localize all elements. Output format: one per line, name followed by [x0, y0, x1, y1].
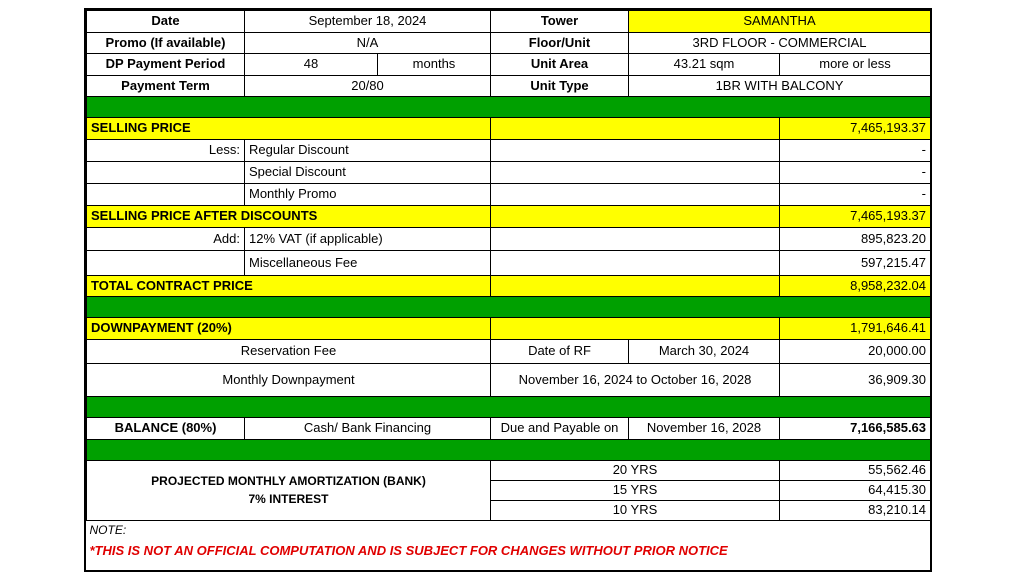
green-band-cell: [87, 297, 931, 318]
payment-term-value: 20/80: [245, 76, 491, 97]
computation-table: [86, 10, 931, 563]
after-discounts-value: 7,465,193.37: [780, 206, 931, 228]
amortization-title: PROJECTED MONTHLY AMORTIZATION (BANK): [151, 474, 426, 489]
amortization-value: 64,415.30: [780, 481, 931, 501]
regular-discount-row: [87, 140, 931, 162]
amortization-term: 10 YRS: [491, 501, 780, 521]
selling-price-value: 7,465,193.37: [780, 118, 931, 140]
tcp-spacer: [491, 276, 780, 297]
reservation-label: Reservation Fee: [87, 340, 491, 364]
note-row: [87, 521, 931, 541]
note-label: NOTE:: [87, 521, 931, 541]
downpayment-label: DOWNPAYMENT (20%): [87, 318, 491, 340]
regular-discount-value: -: [780, 140, 931, 162]
balance-row: [87, 418, 931, 440]
header-row-dp-period: [87, 54, 931, 76]
add-label: Add:: [87, 228, 245, 251]
tower-label: Tower: [491, 11, 629, 33]
date-rf-label: Date of RF: [491, 340, 629, 364]
after-discounts-row: [87, 206, 931, 228]
special-discount-row: [87, 162, 931, 184]
special-discount-blank: [87, 162, 245, 184]
floor-label: Floor/Unit: [491, 33, 629, 54]
tower-value: SAMANTHA: [629, 11, 931, 33]
balance-label: BALANCE (80%): [87, 418, 245, 440]
vat-label: 12% VAT (if applicable): [245, 228, 491, 251]
after-discounts-spacer: [491, 206, 780, 228]
header-row-date: [87, 11, 931, 33]
monthly-downpayment-range: November 16, 2024 to October 16, 2028: [491, 364, 780, 397]
tcp-label: TOTAL CONTRACT PRICE: [87, 276, 491, 297]
warning-row: [87, 541, 931, 563]
monthly-promo-row: [87, 184, 931, 206]
green-band-cell: [87, 397, 931, 418]
monthly-promo-blank: [87, 184, 245, 206]
header-row-payment-term: [87, 76, 931, 97]
green-band: [87, 440, 931, 461]
balance-financing: Cash/ Bank Financing: [245, 418, 491, 440]
tcp-row: [87, 276, 931, 297]
misc-row: [87, 251, 931, 276]
misc-value: 597,215.47: [780, 251, 931, 276]
promo-value: N/A: [245, 33, 491, 54]
amortization-term: 20 YRS: [491, 461, 780, 481]
vat-spacer: [491, 228, 780, 251]
promo-label: Promo (If available): [87, 33, 245, 54]
monthly-downpayment-row: [87, 364, 931, 397]
special-discount-label: Special Discount: [245, 162, 491, 184]
vat-row: [87, 228, 931, 251]
amortization-value: 83,210.14: [780, 501, 931, 521]
misc-label: Miscellaneous Fee: [245, 251, 491, 276]
misc-blank: [87, 251, 245, 276]
date-value: September 18, 2024: [245, 11, 491, 33]
reservation-value: 20,000.00: [780, 340, 931, 364]
downpayment-row: [87, 318, 931, 340]
selling-price-spacer: [491, 118, 780, 140]
selling-price-label: SELLING PRICE: [87, 118, 491, 140]
after-discounts-label: SELLING PRICE AFTER DISCOUNTS: [87, 206, 491, 228]
special-discount-value: -: [780, 162, 931, 184]
balance-due-label: Due and Payable on: [491, 418, 629, 440]
unit-area-value: 43.21 sqm: [629, 54, 780, 76]
amortization-term: 15 YRS: [491, 481, 780, 501]
unit-type-label: Unit Type: [491, 76, 629, 97]
monthly-promo-label: Monthly Promo: [245, 184, 491, 206]
green-band: [87, 97, 931, 118]
payment-term-label: Payment Term: [87, 76, 245, 97]
date-label: Date: [87, 11, 245, 33]
green-band: [87, 397, 931, 418]
special-discount-spacer: [491, 162, 780, 184]
header-row-promo: [87, 33, 931, 54]
amortization-value: 55,562.46: [780, 461, 931, 481]
monthly-downpayment-value: 36,909.30: [780, 364, 931, 397]
regular-discount-label: Regular Discount: [245, 140, 491, 162]
green-band-cell: [87, 440, 931, 461]
unit-area-label: Unit Area: [491, 54, 629, 76]
vat-value: 895,823.20: [780, 228, 931, 251]
reservation-row: [87, 340, 931, 364]
date-rf-value: March 30, 2024: [629, 340, 780, 364]
unit-type-value: 1BR WITH BALCONY: [629, 76, 931, 97]
amortization-row: [87, 461, 931, 481]
amortization-title-cell: [87, 461, 491, 521]
misc-spacer: [491, 251, 780, 276]
balance-value: 7,166,585.63: [780, 418, 931, 440]
monthly-downpayment-label: Monthly Downpayment: [87, 364, 491, 397]
computation-sheet: [84, 8, 932, 572]
green-band-cell: [87, 97, 931, 118]
downpayment-value: 1,791,646.41: [780, 318, 931, 340]
monthly-promo-spacer: [491, 184, 780, 206]
dp-period-label: DP Payment Period: [87, 54, 245, 76]
balance-due-date: November 16, 2028: [629, 418, 780, 440]
selling-price-row: [87, 118, 931, 140]
monthly-promo-value: -: [780, 184, 931, 206]
floor-value: 3RD FLOOR - COMMERCIAL: [629, 33, 931, 54]
less-label: Less:: [87, 140, 245, 162]
green-band: [87, 297, 931, 318]
regular-discount-spacer: [491, 140, 780, 162]
dp-period-unit: months: [378, 54, 491, 76]
amortization-interest: 7% INTEREST: [248, 491, 329, 506]
dp-period-value: 48: [245, 54, 378, 76]
tcp-value: 8,958,232.04: [780, 276, 931, 297]
downpayment-spacer: [491, 318, 780, 340]
unit-area-note: more or less: [780, 54, 931, 76]
warning-text: *THIS IS NOT AN OFFICIAL COMPUTATION AND IS SUBJECT FOR CHANGES WITHOUT PRIOR NOTICE: [89, 543, 728, 559]
